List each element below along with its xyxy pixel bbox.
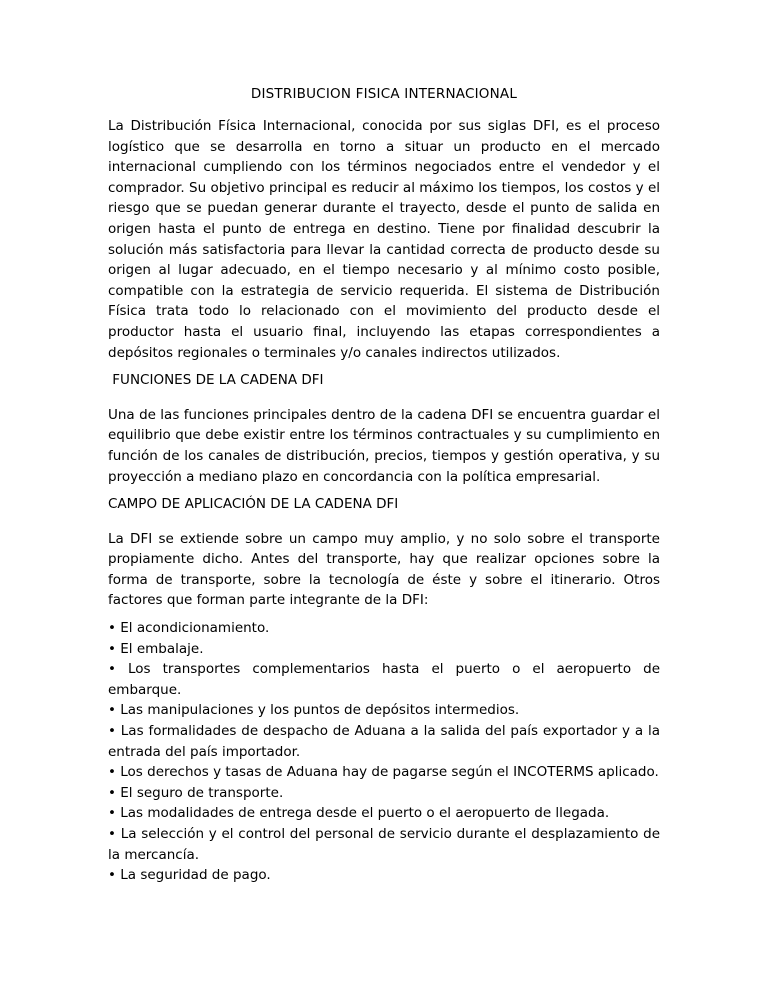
list-item: • Las manipulaciones y los puntos de depósitos intermedios. (108, 702, 520, 719)
list-item: • El acondicionamiento. (108, 620, 270, 637)
list-item: • Las formalidades de despacho de Aduana a la salida del país exportador y a la entrada del país importador. (108, 723, 660, 760)
list-item: • La selección y el control del personal de servicio durante el desplazamiento de la mercancía. (108, 826, 660, 863)
dfi-factors-bullet-list (108, 618, 660, 886)
list-item: • Los derechos y tasas de Aduana hay de pagarse según el INCOTERMS aplicado. (108, 764, 659, 781)
page-title: DISTRIBUCION FISICA INTERNACIONAL (250, 86, 518, 102)
list-item: • Los transportes complementarios hasta el puerto o el aeropuerto de embarque. (108, 661, 660, 698)
list-item: • El embalaje. (108, 640, 204, 657)
list-item: • La seguridad de pago. (108, 867, 271, 884)
list-item: • El seguro de transporte. (108, 784, 284, 801)
intro-paragraph: La Distribución Física Internacional, conocida por sus siglas DFI, es el proceso logístico que se desarrolla en torno a situar un producto en el mercado internacional cumpliendo con los términos negociados entre el vendedor y el comprador. Su objetivo principal es reducir al máximo los tiempos, los costos y el riesgo que se puedan generar durante el trayecto, desde el punto de salida en origen hasta el punto de entrega en destino. Tiene por finalidad descubrir la solución más satisfactoria para llevar la cantidad correcta de producto desde su origen al lugar adecuado, en el tiempo necesario y al mínimo costo posible, compatible con la estrategia de servicio requerida. El sistema de Distribución Física trata todo lo relacionado con el movimiento del producto desde el productor hasta el usuario final, incluyendo las etapas correspondientes a depósitos regionales o terminales y/o canales indirectos utilizados. (108, 118, 660, 361)
campo-paragraph: La DFI se extiende sobre un campo muy amplio, y no solo sobre el transporte propiamente dicho. Antes del transporte, hay que realizar opciones sobre la forma de transporte, sobre la tecnología de éste y sobre el itinerario. Otros factores que forman parte integrante de la DFI: (108, 530, 660, 609)
funciones-paragraph: Una de las funciones principales dentro de la cadena DFI se encuentra guardar el equilibrio que debe existir entre los términos contractuales y su cumplimiento en función de los canales de distribución, precios, tiempos y gestión operativa, y su proyección a mediano plazo en concordancia con la política empresarial. (108, 406, 660, 485)
heading-funciones-de-la-cadena-dfi: FUNCIONES DE LA CADENA DFI (108, 372, 324, 389)
heading-campo-de-aplicacion: CAMPO DE APLICACIÓN DE LA CADENA DFI (108, 496, 399, 513)
list-item: • Las modalidades de entrega desde el puerto o el aeropuerto de llegada. (108, 805, 610, 822)
